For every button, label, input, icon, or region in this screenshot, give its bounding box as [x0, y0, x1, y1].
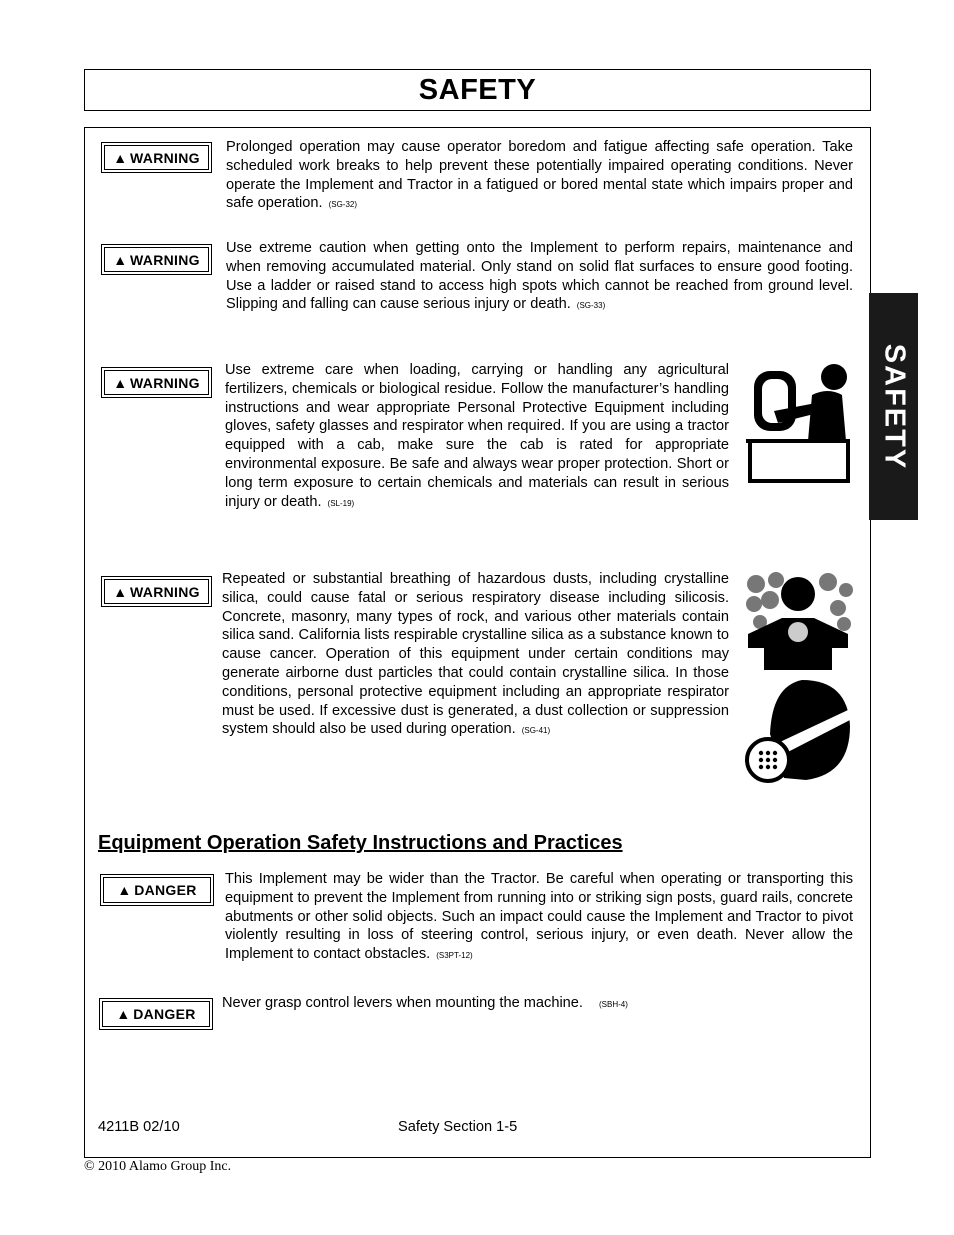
warning-sign: ▲ WARNING [101, 142, 212, 173]
warning-text: Use extreme care when loading, carrying or handling any agricultural fertilizers, chemicals or biological residue. Follow the manufacturer’s handling instructions and wear appropriate Personal Protective Equipment including gloves, safety glasses and respirator when required. If you are using a tractor equipped with a cab, make sure the cab is rated for appropriate environmental exposure. Be safe and always wear proper protection. Short or long term exposure to certain chemicals and materials can result in serious injury or death. (SL-19) [225, 362, 729, 510]
warning-triangle-icon: ▲ [113, 149, 128, 166]
danger-sign: ▲ DANGER [99, 998, 213, 1030]
page-title: SAFETY [418, 74, 537, 106]
chemical-handling-figure [742, 361, 854, 485]
section-heading: Equipment Operation Safety Instructions and Practices [98, 832, 623, 854]
document-id: 4211B 02/10 [98, 1119, 180, 1135]
side-tab-label: SAFETY [878, 343, 910, 470]
dust-exposure-figure [742, 570, 854, 670]
warning-text: Use extreme caution when getting onto the Implement to perform repairs, maintenance and when removing accumulated material. Only stand on solid flat surfaces to ensure good footing. Use a ladder or raised stand to access high spots which cannot be reached from ground level. Slipping and falling can cause serious injury or death. (SG-33) [226, 240, 853, 313]
warning-text: Prolonged operation may cause operator boredom and fatigue affecting safe operation. Take scheduled work breaks to help prevent these potentially impaired operating conditions. Never operate the Implement and Tractor in a fatigued or bored mental state which impairs proper and safe operation. (SG-32) [226, 139, 853, 212]
reference-code: (SG-32) [328, 200, 358, 210]
reference-code: (SG-41) [521, 726, 551, 736]
warning-triangle-icon: ▲ [113, 374, 128, 391]
copyright: © 2010 Alamo Group Inc. [84, 1159, 232, 1174]
warning-triangle-icon: ▲ [117, 882, 132, 898]
warning-text: Repeated or substantial breathing of hazardous dusts, including crystalline silica, could cause fatal or serious respiratory disease including silicosis. Concrete, masonry, many types of rock, and various other materials contain silica sand. California lists respirable crystalline silica as a substance known to cause cancer. Operation of this equipment under certain conditions may generate airborne dust particles that could contain crystalline silica. In those conditions, personal protective equipment including an appropriate respirator must be used. If excessive dust is generated, a dust collection or suppression system should also be used during operation. (SG-41) [222, 571, 729, 738]
reference-code: (SL-19) [327, 498, 355, 508]
page-number: Safety Section 1-5 [398, 1119, 518, 1135]
warning-triangle-icon: ▲ [116, 1006, 131, 1022]
respirator-mask-icon [744, 676, 854, 786]
warning-triangle-icon: ▲ [113, 583, 128, 600]
section-side-tab [869, 293, 918, 520]
danger-sign: ▲ DANGER [100, 874, 214, 906]
warning-sign: ▲ WARNING [101, 244, 212, 275]
page-header [84, 69, 871, 111]
reference-code: (S3PT-12) [436, 951, 473, 961]
warning-sign: ▲ WARNING [101, 576, 212, 607]
warning-triangle-icon: ▲ [113, 251, 128, 268]
reference-code: (SBH-4) [598, 1000, 628, 1009]
danger-text: Never grasp control levers when mounting the machine. (SBH-4) [222, 995, 628, 1011]
warning-sign: ▲ WARNING [101, 367, 212, 398]
danger-text: This Implement may be wider than the Tractor. Be careful when operating or transporting this equipment to prevent the Implement from running into or striking sign posts, guard rails, concrete abutments or other solid objects. Such an impact could cause the Implement and Tractor to pivot violently resulting in loss of steering control, serious injury, or even death. Never allow the Implement to contact obstacles. (S3PT-12) [225, 871, 853, 963]
reference-code: (SG-33) [576, 301, 606, 311]
